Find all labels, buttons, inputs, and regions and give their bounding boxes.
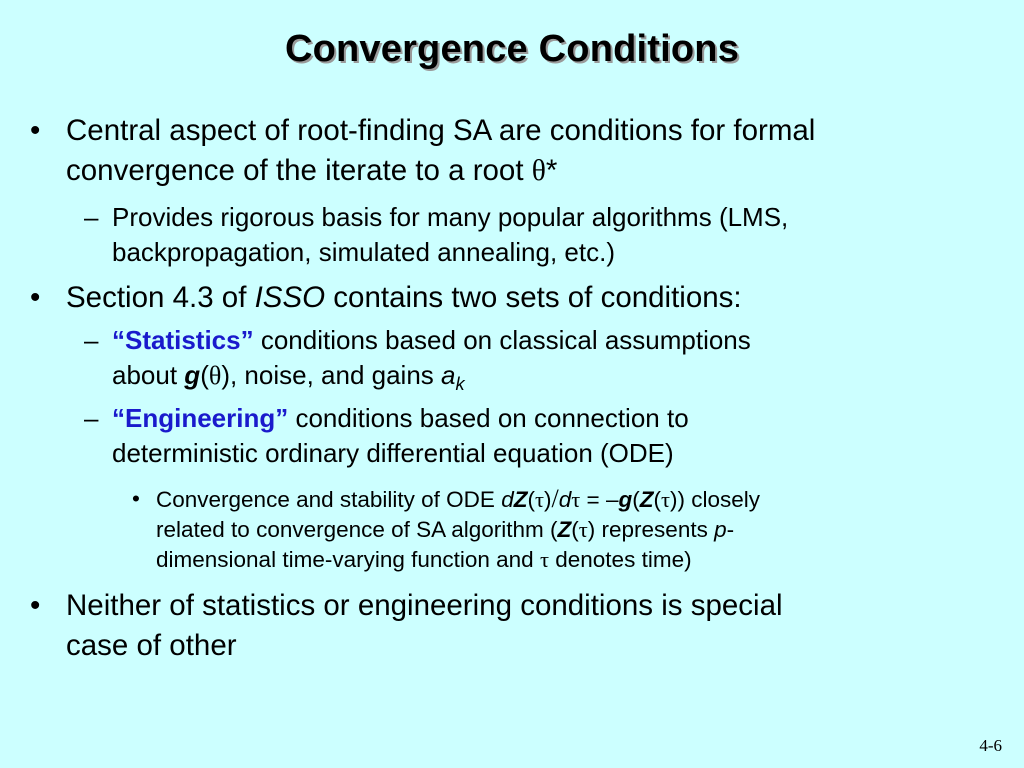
text-span: - [726, 517, 735, 542]
text-span: )) [670, 487, 685, 512]
subsubbullet-ode [156, 484, 976, 575]
slide-title: Convergence Conditions [284, 28, 740, 70]
engineering-label: “Engineering” [112, 403, 289, 433]
bullet-root-finding [66, 111, 815, 191]
d-symbol: d [558, 487, 572, 512]
g-symbol: g [618, 487, 633, 512]
text-span: conditions based on connection to [288, 403, 689, 433]
text-span: denotes time) [549, 547, 692, 572]
text-span: ( [632, 487, 640, 512]
bullet-text-line: case of other [66, 629, 237, 662]
text-span: ( [527, 487, 535, 512]
dash-marker: – [84, 325, 99, 355]
tau-symbol: τ [539, 547, 549, 572]
bullet-text-line [66, 151, 815, 191]
bullet-section-4-3 [66, 278, 742, 318]
theta-symbol: θ [531, 155, 546, 187]
slide-number: 4-6 [979, 736, 1002, 755]
bullet-neither [66, 586, 783, 666]
text-span: ), noise, and gains [221, 360, 442, 390]
subbullet-engineering [112, 401, 689, 471]
bullet-text-line: deterministic ordinary differential equation (ODE) [112, 438, 674, 468]
text-span: related to convergence of SA algorithm ( [156, 517, 558, 542]
bullet-text-line: Central aspect of root-finding SA are conditions for formal [66, 114, 816, 147]
z-symbol: Z [513, 487, 528, 512]
book-title: ISSO [254, 281, 326, 314]
tau-symbol: τ [571, 487, 581, 512]
bullet-marker: • [30, 589, 41, 622]
z-symbol: Z [557, 517, 572, 542]
text-span: convergence of the iterate to a root [66, 154, 532, 187]
bullet-text-line [156, 545, 976, 575]
subbullet-statistics [112, 323, 751, 402]
text-span: Section 4.3 of [66, 281, 255, 314]
theta-symbol: θ [208, 361, 222, 390]
tau-symbol: τ [660, 487, 670, 512]
text-span: dimensional time-varying function and [156, 547, 540, 572]
bullet-text-line [156, 484, 976, 515]
d-symbol: d [501, 487, 514, 512]
bullet-text-line [156, 515, 976, 545]
bullet-text-line: Neither of statistics or engineering conditions is special [66, 589, 783, 622]
dash-marker: – [84, 202, 99, 232]
a-symbol: a [441, 360, 456, 390]
k-subscript: k [455, 374, 465, 395]
g-symbol: g [184, 360, 201, 390]
bullet-text-line [112, 358, 751, 402]
text-span: ) represents [587, 517, 715, 542]
text-span: = – [580, 487, 619, 512]
text-span: Convergence and stability of ODE [156, 487, 502, 512]
text-span: ( [653, 487, 661, 512]
p-symbol: p [714, 517, 727, 542]
subbullet-rigorous-basis [112, 200, 788, 270]
bullet-marker: • [30, 114, 41, 147]
bullet-text-line: Provides rigorous basis for many popular algorithms (LMS, [112, 202, 789, 232]
text-span: about [112, 360, 185, 390]
bullet-text-line [112, 323, 751, 358]
statistics-label: “Statistics” [112, 325, 254, 355]
bullet-marker: • [30, 281, 41, 314]
text-span: contains two sets of conditions: [325, 281, 742, 314]
text-span: conditions based on classical assumptions [253, 325, 751, 355]
text-span: ) [544, 487, 552, 512]
z-symbol: Z [639, 487, 654, 512]
fraction-slash: / [551, 484, 559, 513]
tau-symbol: τ [578, 517, 588, 542]
small-bullet-marker: • [132, 486, 140, 511]
tau-symbol: τ [534, 487, 544, 512]
text-span: closely [685, 487, 761, 512]
dash-marker: – [84, 403, 99, 433]
text-span: ( [571, 517, 579, 542]
bullet-text-line [112, 401, 689, 436]
text-span: ( [200, 360, 209, 390]
bullet-text-line: backpropagation, simulated annealing, etc.) [112, 237, 615, 267]
star-symbol: * [545, 154, 558, 187]
